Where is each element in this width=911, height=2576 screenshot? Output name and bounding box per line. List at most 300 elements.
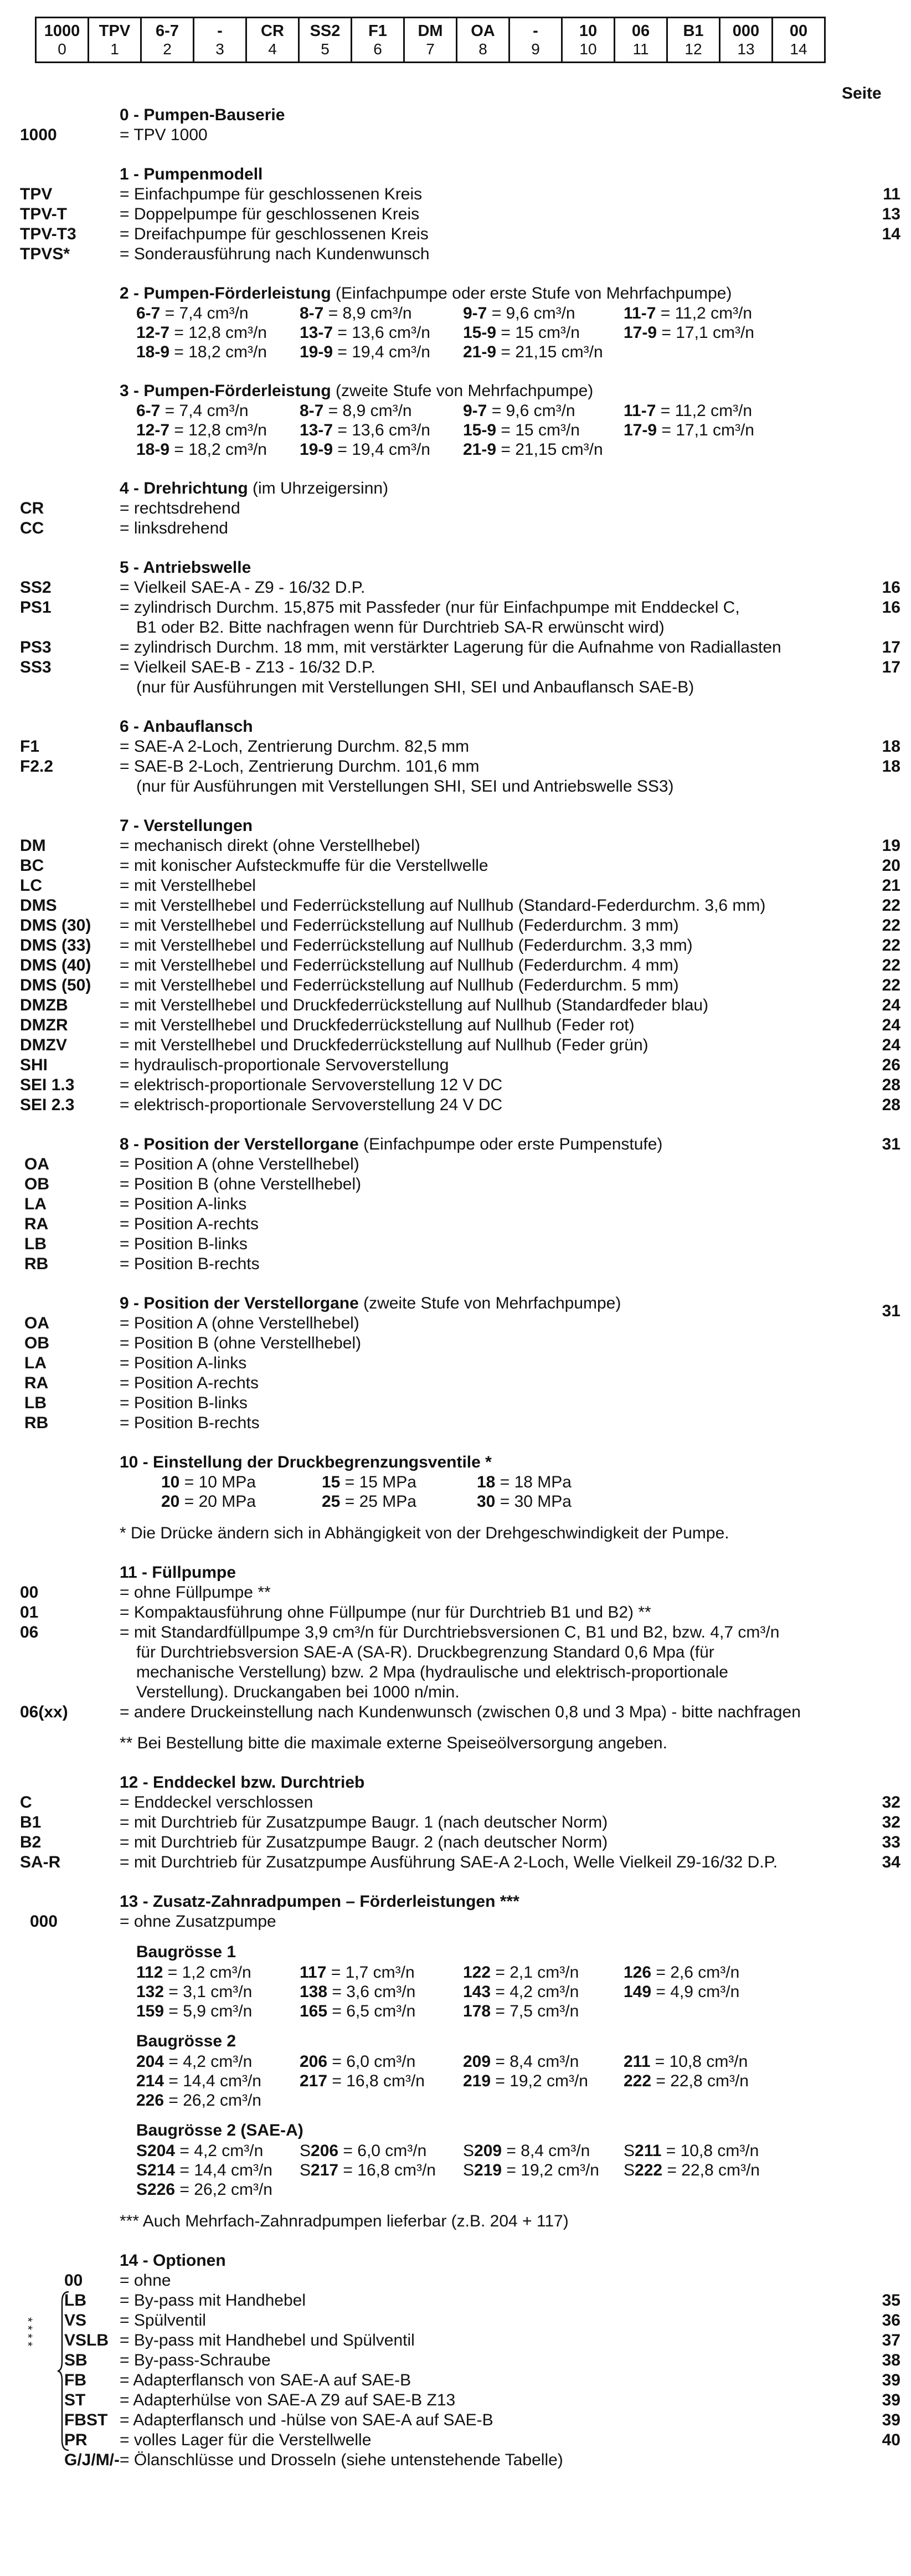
value-amount: = 9,6 cm³/n — [487, 402, 575, 420]
option-description: = Position A (ohne Verstellhebel) — [120, 1314, 359, 1332]
page-reference: 22 — [882, 976, 900, 994]
option-description: = mit konischer Aufsteckmuffe für die Verstellwelle — [120, 856, 488, 875]
option-description: = Position A (ohne Verstellhebel) — [120, 1155, 359, 1173]
option-code: 00 — [64, 2271, 83, 2290]
page-reference: 39 — [882, 2391, 900, 2409]
option-code: 1000 — [20, 126, 57, 144]
continuation-text: mechanische Verstellung) bzw. 2 Mpa (hydraulische und elektrisch-proportionale — [136, 1663, 728, 1681]
value-cell — [463, 304, 624, 323]
value-cell — [300, 342, 463, 362]
option-row — [20, 1075, 900, 1095]
value-cell — [300, 323, 463, 342]
value-cell — [624, 1963, 784, 1982]
option-code: DMZB — [20, 996, 68, 1014]
section-2-displacement-first-stage — [20, 284, 900, 362]
section-10-relief-valves — [20, 1453, 900, 1543]
value-cell — [624, 1982, 784, 2002]
value-prefix: S — [300, 2142, 311, 2160]
option-code: OA — [24, 1155, 49, 1173]
value-amount: = 4,2 cm³/n — [491, 1983, 579, 2001]
value-code: 13-7 — [300, 324, 333, 342]
value-cell — [624, 2002, 784, 2021]
option-row — [20, 896, 900, 916]
value-code: 217 — [300, 2072, 328, 2090]
code-value: 000 — [732, 22, 760, 40]
option-description: = elektrisch-proportionale Servoverstellung 12 V DC — [120, 1076, 503, 1094]
code-value: F1 — [368, 22, 387, 40]
code-value: TPV — [99, 22, 131, 40]
value-amount: = 30 MPa — [495, 1492, 572, 1511]
value-code: 214 — [136, 2072, 164, 2090]
value-amount: = 17,1 cm³/n — [657, 324, 754, 342]
option-code: TPV — [20, 185, 53, 203]
option-description: = hydraulisch-proportionale Servoverstellung — [120, 1056, 449, 1074]
section-6-mounting-flange — [20, 717, 900, 797]
value-cell — [136, 420, 300, 440]
option-description: = Position B-rechts — [120, 1414, 260, 1432]
value-cell — [300, 401, 463, 420]
option-row — [20, 184, 900, 204]
value-code: 143 — [463, 1983, 491, 2001]
option-code: DMS — [20, 896, 57, 915]
value-cell — [624, 2180, 784, 2199]
value-cell — [463, 2161, 624, 2180]
option-row — [20, 976, 900, 995]
value-amount: = 1,2 cm³/n — [163, 1963, 251, 1982]
option-description: = Position B-rechts — [120, 1255, 260, 1273]
value-cell — [300, 2161, 463, 2180]
value-amount: = 12,8 cm³/n — [169, 421, 267, 439]
option-code: DMZV — [20, 1036, 67, 1054]
option-description: = Ölanschlüsse und Drosseln (siehe untenstehende Tabelle) — [120, 2451, 563, 2469]
value-amount: = 7,5 cm³/n — [491, 2002, 579, 2020]
value-amount: = 8,9 cm³/n — [323, 402, 412, 420]
option-description: = linksdrehend — [120, 519, 228, 537]
option-code: FBST — [64, 2411, 108, 2429]
value-code: 226 — [136, 2091, 164, 2110]
option-row — [20, 2390, 900, 2410]
section-title-row: 9 - Position der Verstellorgane (zweite Stufe von Mehrfachpumpe) 31 — [120, 1294, 900, 1320]
value-cell — [136, 2002, 300, 2021]
code-index: 11 — [632, 40, 649, 58]
value-cell — [463, 2091, 624, 2110]
option-description: = volles Lager für die Verstellwelle — [120, 2431, 372, 2449]
section-title: 11 - Füllpumpe — [120, 1563, 236, 1582]
option-description: = Position A-rechts — [120, 1374, 259, 1392]
value-amount: = 11,2 cm³/n — [656, 402, 753, 420]
option-row — [20, 916, 900, 936]
value-code: 138 — [300, 1983, 328, 2001]
page-reference: 14 — [882, 225, 900, 243]
section-title: 7 - Verstellungen — [120, 817, 253, 835]
option-row — [20, 956, 900, 976]
section-11-charge-pump — [20, 1563, 900, 1753]
option-row: 06 = mit Standardfüllpumpe 3,9 cm³/n für Durchtriebsversionen C, B1 und B2, bzw. 4,7 cm³/n — [20, 1623, 780, 1641]
code-value: 6-7 — [156, 22, 179, 40]
value-code: 178 — [463, 2002, 491, 2020]
option-code: C — [20, 1793, 32, 1812]
value-cell — [624, 2052, 784, 2071]
page-reference: 28 — [882, 1096, 900, 1114]
value-cell — [322, 1472, 477, 1492]
value-cell — [624, 342, 784, 362]
value-cell — [322, 1492, 477, 1511]
value-amount: = 26,2 cm³/n — [164, 2091, 261, 2110]
value-code: 30 — [477, 1492, 496, 1511]
value-amount: = 6,5 cm³/n — [327, 2002, 416, 2020]
option-row — [20, 1055, 900, 1075]
value-amount: = 12,8 cm³/n — [169, 324, 267, 342]
option-row — [20, 1373, 900, 1393]
code-cell — [299, 18, 352, 63]
option-code: LB — [24, 1394, 47, 1412]
value-cell — [136, 2091, 300, 2110]
page-reference: 11 — [883, 185, 900, 203]
footnote: ** Bei Bestellung bitte die maximale externe Speiseölversorgung angeben. — [120, 1734, 667, 1752]
value-cell — [624, 304, 784, 323]
section-title: 6 - Anbauflansch — [120, 717, 253, 736]
option-description: = ohne — [120, 2271, 171, 2290]
code-value: CR — [261, 22, 284, 40]
option-row — [20, 1313, 900, 1333]
option-description: = mit Durchtrieb für Zusatzpumpe Ausführung SAE-A 2-Loch, Welle Vielkeil Z9-16/32 D.P. — [120, 1853, 778, 1871]
value-amount: = 7,4 cm³/n — [160, 402, 249, 420]
option-description: = Adapterflansch und -hülse von SAE-A auf SAE-B — [120, 2411, 493, 2429]
value-code: 12-7 — [136, 324, 170, 342]
section-title: 12 - Enddeckel bzw. Durchtrieb — [120, 1773, 365, 1792]
option-code: TPV-T3 — [20, 225, 76, 243]
footnote: *** Auch Mehrfach-Zahnradpumpen lieferbar (z.B. 204 + 117) — [120, 2212, 569, 2230]
page-reference: 32 — [882, 1793, 900, 1812]
value-cell — [624, 2141, 784, 2161]
value-code: 11-7 — [624, 304, 656, 322]
option-row: SS2 = Vielkeil SAE-A - Z9 - 16/32 D.P. 16 — [20, 578, 900, 597]
value-code: 15 — [322, 1473, 341, 1491]
value-cell — [300, 420, 463, 440]
option-row — [20, 2311, 900, 2331]
value-amount: = 20 MPa — [179, 1492, 256, 1511]
code-index: 14 — [790, 40, 807, 58]
option-row — [20, 2351, 900, 2370]
option-row — [20, 2291, 900, 2311]
page-reference: 28 — [882, 1076, 900, 1094]
value-code: 117 — [300, 1963, 327, 1982]
page-reference: 39 — [882, 2371, 900, 2389]
page-reference: 22 — [882, 916, 900, 935]
value-amount: = 8,9 cm³/n — [323, 304, 412, 322]
code-index: 4 — [268, 40, 277, 58]
section-title: 14 - Optionen — [120, 2251, 226, 2270]
option-row — [20, 244, 900, 264]
section-0-pump-series — [20, 105, 900, 145]
ordering-code-document — [20, 105, 900, 2490]
option-description: = mit Verstellhebel und Federrückstellung auf Nullhub (Federdurchm. 3,3 mm) — [120, 936, 693, 955]
page-reference: 32 — [882, 1813, 900, 1831]
page-reference: 22 — [882, 936, 900, 955]
option-row: F2.2 = SAE-B 2-Loch, Zentrierung Durchm. 101,6 mm 18 — [20, 757, 900, 776]
value-amount: = 17,1 cm³/n — [657, 421, 754, 439]
page-reference: 38 — [882, 2351, 900, 2369]
option-description: = Sonderausführung nach Kundenwunsch — [120, 245, 430, 263]
option-row — [20, 836, 900, 856]
value-code: 15-9 — [463, 324, 497, 342]
option-code: VS — [64, 2311, 87, 2329]
code-index: 0 — [58, 40, 66, 58]
option-code: VSLB — [64, 2331, 109, 2349]
code-index: 5 — [321, 40, 330, 58]
value-cell — [161, 1472, 322, 1492]
option-row: 00 = ohne Füllpumpe ** — [20, 1583, 271, 1602]
value-code: 21-9 — [463, 343, 497, 361]
value-code: 11-7 — [624, 402, 656, 420]
option-code: B1 — [20, 1813, 42, 1831]
value-cell — [136, 2141, 300, 2161]
option-code: ST — [64, 2391, 86, 2409]
page-reference: 19 — [882, 837, 900, 855]
value-amount: = 21,15 cm³/n — [496, 343, 603, 361]
option-code: RB — [24, 1414, 49, 1432]
ordering-code-table — [35, 17, 826, 63]
value-amount: = 14,4 cm³/n — [164, 2072, 261, 2090]
option-row — [20, 1254, 900, 1274]
option-description: = mit Verstellhebel und Federrückstellung auf Nullhub (Standard-Federdurchm. 3,6 mm) — [120, 896, 766, 915]
value-prefix: S — [463, 2161, 475, 2179]
option-description: = Adapterflansch von SAE-A auf SAE-B — [120, 2371, 411, 2389]
option-code: OB — [24, 1334, 49, 1352]
page-reference: 13 — [882, 205, 900, 223]
page-column-header: Seite — [842, 84, 882, 102]
value-code: 25 — [322, 1492, 341, 1511]
value-cell — [624, 420, 784, 440]
value-cell — [300, 2052, 463, 2071]
value-cell — [463, 323, 624, 342]
section-title: 1 - Pumpenmodell — [120, 165, 263, 183]
code-index: 12 — [684, 40, 702, 58]
value-code: 222 — [635, 2161, 663, 2179]
option-row — [20, 2430, 900, 2450]
section-title-row: 8 - Position der Verstellorgane (Einfachpumpe oder erste Pumpenstufe) 31 — [120, 1135, 900, 1153]
page-reference: 24 — [882, 996, 900, 1014]
value-code: 206 — [311, 2142, 339, 2160]
value-cell — [624, 401, 784, 420]
option-row — [20, 1793, 900, 1813]
page-reference: 24 — [882, 1036, 900, 1054]
section-title: 0 - Pumpen-Bauserie — [120, 106, 285, 124]
option-description: = Position B-links — [120, 1235, 248, 1253]
value-amount: = 18,2 cm³/n — [169, 343, 267, 361]
value-amount: = 3,6 cm³/n — [327, 1983, 416, 2001]
code-index: 1 — [110, 40, 119, 58]
value-cell — [477, 1492, 632, 1511]
value-cell — [624, 2161, 784, 2180]
section-7-controls — [20, 816, 900, 1115]
option-description: = elektrisch-proportionale Servoverstellung 24 V DC — [120, 1096, 503, 1114]
section-5-drive-shaft — [20, 558, 900, 697]
code-cell — [141, 18, 194, 63]
option-row — [20, 1353, 900, 1373]
value-amount: = 1,7 cm³/n — [326, 1963, 415, 1982]
option-description: = Enddeckel verschlossen — [120, 1793, 313, 1812]
value-amount: = 15 cm³/n — [496, 324, 580, 342]
option-description: = Adapterhülse von SAE-A Z9 auf SAE-B Z13 — [120, 2391, 456, 2409]
page-reference: 39 — [882, 2411, 900, 2429]
value-code: 12-7 — [136, 421, 170, 439]
value-cell — [136, 342, 300, 362]
option-description: = Einfachpumpe für geschlossenen Kreis — [120, 185, 423, 203]
value-code: 20 — [161, 1492, 180, 1511]
value-code: 132 — [136, 1983, 164, 2001]
value-cell — [300, 2180, 463, 2199]
value-prefix: S — [624, 2142, 635, 2160]
option-code: TPV-T — [20, 205, 68, 223]
value-code: 159 — [136, 2002, 164, 2020]
option-description: = mit Durchtrieb für Zusatzpumpe Baugr. 1 (nach deutscher Norm) — [120, 1813, 608, 1831]
value-cell — [463, 1982, 624, 2002]
option-description: = Dreifachpumpe für geschlossenen Kreis — [120, 225, 429, 243]
value-code: 206 — [300, 2052, 328, 2071]
option-row — [20, 1333, 900, 1353]
value-amount: = 6,0 cm³/n — [327, 2052, 416, 2071]
option-description: = TPV 1000 — [120, 126, 208, 144]
option-description: = By-pass-Schraube — [120, 2351, 271, 2369]
value-cell — [136, 304, 300, 323]
value-code: 19-9 — [300, 343, 333, 361]
value-amount: = 14,4 cm³/n — [175, 2161, 272, 2179]
value-amount: = 19,4 cm³/n — [333, 440, 430, 459]
value-amount: = 10,8 cm³/n — [661, 2142, 759, 2160]
option-description: = Position A-links — [120, 1195, 247, 1213]
option-code: OB — [24, 1175, 49, 1193]
value-amount: = 25 MPa — [340, 1492, 416, 1511]
page-reference: 20 — [882, 856, 900, 875]
option-row — [20, 499, 900, 519]
value-code: 10 — [161, 1473, 180, 1491]
option-row: PS3 = zylindrisch Durchm. 18 mm, mit verstärkter Lagerung für die Aufnahme von Radiallasten 17 — [20, 638, 900, 656]
value-prefix: S — [300, 2161, 311, 2179]
value-amount: = 15 cm³/n — [496, 421, 580, 439]
option-description: = mit Verstellhebel und Druckfederrückstellung auf Nullhub (Standardfeder blau) — [120, 996, 709, 1014]
option-row — [20, 125, 900, 145]
value-amount: = 8,4 cm³/n — [502, 2142, 590, 2160]
option-description: = Position B (ohne Verstellhebel) — [120, 1334, 362, 1352]
option-code: BC — [20, 856, 44, 875]
value-amount: = 18,2 cm³/n — [169, 440, 267, 459]
value-cell — [463, 2180, 624, 2199]
value-code: 209 — [463, 2052, 491, 2071]
option-code: LC — [20, 876, 42, 895]
code-cell — [720, 18, 773, 63]
code-value: 1000 — [44, 22, 80, 40]
page-reference: 22 — [882, 896, 900, 915]
option-row — [20, 1035, 900, 1055]
continuation-text: (nur für Ausführungen mit Verstellungen SHI, SEI und Anbauflansch SAE-B) — [136, 678, 694, 696]
page-reference: 21 — [882, 876, 900, 895]
value-code: 18 — [477, 1473, 496, 1491]
option-row: 000 = ohne Zusatzpumpe — [30, 1912, 276, 1931]
value-cell — [463, 2141, 624, 2161]
option-row — [20, 1813, 900, 1833]
value-amount: = 5,9 cm³/n — [164, 2002, 253, 2020]
value-code: 217 — [311, 2161, 339, 2179]
value-cell — [624, 2071, 784, 2091]
code-cell — [667, 18, 720, 63]
value-cell — [477, 1472, 632, 1492]
option-description: = Doppelpumpe für geschlossenen Kreis — [120, 205, 420, 223]
option-row — [20, 995, 900, 1015]
value-amount: = 6,0 cm³/n — [338, 2142, 427, 2160]
option-code: LB — [64, 2291, 86, 2310]
code-value: - — [217, 22, 223, 40]
code-index: 2 — [163, 40, 172, 58]
section-3-displacement-second-stage — [20, 381, 900, 459]
section-9-control-position-second — [20, 1294, 900, 1433]
option-description: = Position B (ohne Verstellhebel) — [120, 1175, 362, 1193]
option-row — [20, 876, 900, 896]
value-cell — [136, 323, 300, 342]
value-amount: = 11,2 cm³/n — [656, 304, 753, 322]
option-code: SB — [64, 2351, 88, 2369]
value-code: 165 — [300, 2002, 328, 2020]
value-cell — [463, 420, 624, 440]
option-row — [20, 1154, 900, 1174]
value-code: 211 — [635, 2142, 662, 2160]
option-code: SEI 2.3 — [20, 1096, 75, 1114]
value-cell — [463, 1963, 624, 1982]
option-description: = mit Verstellhebel und Federrückstellung auf Nullhub (Federdurchm. 4 mm) — [120, 956, 679, 974]
code-value: B1 — [683, 22, 704, 40]
value-cell — [463, 401, 624, 420]
option-code: OA — [24, 1314, 49, 1332]
option-row — [20, 2450, 900, 2470]
option-row — [20, 2410, 900, 2430]
code-cell — [246, 18, 299, 63]
section-1-pump-model — [20, 165, 900, 264]
option-code: SHI — [20, 1056, 48, 1074]
page-reference: 24 — [882, 1016, 900, 1034]
option-row — [20, 1413, 900, 1433]
value-amount: = 16,8 cm³/n — [327, 2072, 425, 2090]
value-amount: = 26,2 cm³/n — [175, 2180, 272, 2199]
code-value: 10 — [579, 22, 598, 40]
value-amount: = 18 MPa — [495, 1473, 572, 1491]
code-cell — [509, 18, 562, 63]
option-code: LA — [24, 1195, 47, 1213]
option-row — [20, 1853, 900, 1872]
option-description: = mit Verstellhebel und Druckfederrückstellung auf Nullhub (Feder grün) — [120, 1036, 648, 1054]
code-index: 7 — [426, 40, 435, 58]
section-title: 4 - Drehrichtung (im Uhrzeigersinn) — [120, 479, 389, 497]
option-code: LB — [24, 1235, 47, 1253]
option-code: CC — [20, 519, 44, 537]
footnote: * Die Drücke ändern sich in Abhängigkeit von der Drehgeschwindigkeit der Pumpe. — [120, 1524, 729, 1542]
value-amount: = 10,8 cm³/n — [650, 2052, 748, 2071]
option-code: G/J/M/- — [64, 2451, 120, 2469]
group-title: Baugrösse 2 — [136, 2032, 236, 2050]
value-amount: = 21,15 cm³/n — [496, 440, 603, 459]
code-index: 13 — [737, 40, 755, 58]
value-cell — [300, 2141, 463, 2161]
value-code: 219 — [474, 2161, 502, 2179]
value-amount: = 7,4 cm³/n — [160, 304, 249, 322]
section-title: 5 - Antriebswelle — [120, 558, 251, 577]
page-reference: 36 — [882, 2311, 900, 2329]
option-description: = mit Durchtrieb für Zusatzpumpe Baugr. 2 (nach deutscher Norm) — [120, 1833, 608, 1851]
value-amount: = 19,2 cm³/n — [491, 2072, 588, 2090]
page-reference: 22 — [882, 956, 900, 974]
value-cell — [624, 2091, 784, 2110]
value-code: 8-7 — [300, 304, 324, 322]
section-title: 2 - Pumpen-Förderleistung (Einfachpumpe oder erste Stufe von Mehrfachpumpe) — [120, 284, 732, 302]
